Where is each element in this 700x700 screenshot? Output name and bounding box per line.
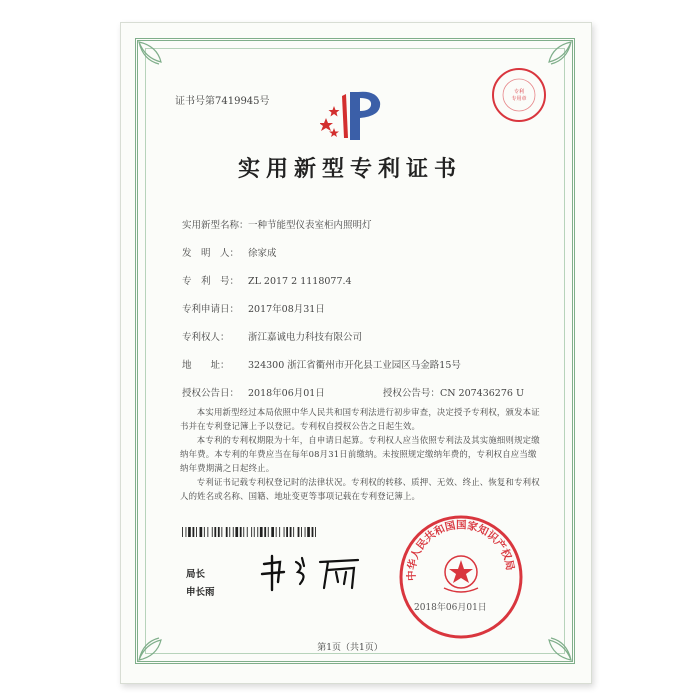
official-red-seal-icon <box>396 512 526 642</box>
handwritten-signature-icon <box>258 552 366 592</box>
field-row-grant <box>182 385 524 399</box>
field-value: 一种节能型仪表室柜内照明灯 <box>248 220 372 231</box>
field-label: 授权公告号： <box>382 388 440 399</box>
small-red-seal-icon <box>490 66 548 124</box>
field-value: 浙江嘉诚电力科技有限公司 <box>248 332 363 343</box>
field-label: 地 址： <box>182 360 230 371</box>
page-number: 第1页（共1页） <box>317 643 383 653</box>
field-value: 2017年08月31日 <box>248 304 325 315</box>
svg-text:专用章: 专用章 <box>511 96 527 102</box>
field-value: ZL 2017 2 1118077.4 <box>248 276 352 287</box>
field-label: 授权公告日： <box>182 388 240 399</box>
corner-ornament-icon <box>137 40 177 80</box>
director-name: 申长雨 <box>186 587 215 598</box>
patent-office-logo-icon <box>320 88 386 144</box>
field-label: 专利权人： <box>182 332 230 343</box>
svg-text:专利: 专利 <box>513 89 525 95</box>
certificate-title: 实用新型专利证书 <box>237 157 462 182</box>
field-label: 专利申请日： <box>182 304 240 315</box>
paragraph-2: 本专利的专利权期限为十年，自申请日起算。专利权人应当依照专利法及其实施细则规定缴纳年费。本专利的年费应当在每年08月31日前缴纳。未按照规定缴纳年费的，专利权自应当缴纳年费期满之日起终止。 <box>180 435 540 473</box>
field-label: 发 明 人： <box>182 248 240 259</box>
barcode-icon <box>182 527 320 537</box>
paragraph-3: 专利证书记载专利权登记时的法律状况。专利权的转移、质押、无效、终止、恢复和专利权人的姓名或名称、国籍、地址变更等事项记载在专利登记簿上。 <box>180 477 540 501</box>
certificate-number: 证书号第7419945号 <box>175 96 270 107</box>
paragraph-1: 本实用新型经过本局依照中华人民共和国专利法进行初步审查，决定授予专利权，颁发本证书并在专利登记簿上予以登记。专利权自授权公告之日起生效。 <box>180 407 540 431</box>
publication-number: CN 207436276 U <box>439 388 524 399</box>
field-row-inventor <box>182 245 277 259</box>
field-row-patentee <box>182 329 362 343</box>
field-row-patent-no <box>182 273 352 287</box>
field-row-address <box>182 357 461 371</box>
field-value: 徐家成 <box>248 248 277 259</box>
grant-date: 2018年06月01日 <box>248 388 325 399</box>
seal-date: 2018年06月01日 <box>414 603 487 613</box>
field-label: 实用新型名称： <box>182 220 249 231</box>
field-value: 324300 浙江省衢州市开化县工业园区马金路15号 <box>248 360 461 371</box>
field-row-filing-date <box>182 301 325 315</box>
field-row-name <box>182 217 372 231</box>
director-title: 局长 <box>186 569 206 580</box>
svg-text:中华人民共和国国家知识产权局: 中华人民共和国国家知识产权局 <box>405 519 516 582</box>
field-label: 专 利 号： <box>182 276 240 287</box>
